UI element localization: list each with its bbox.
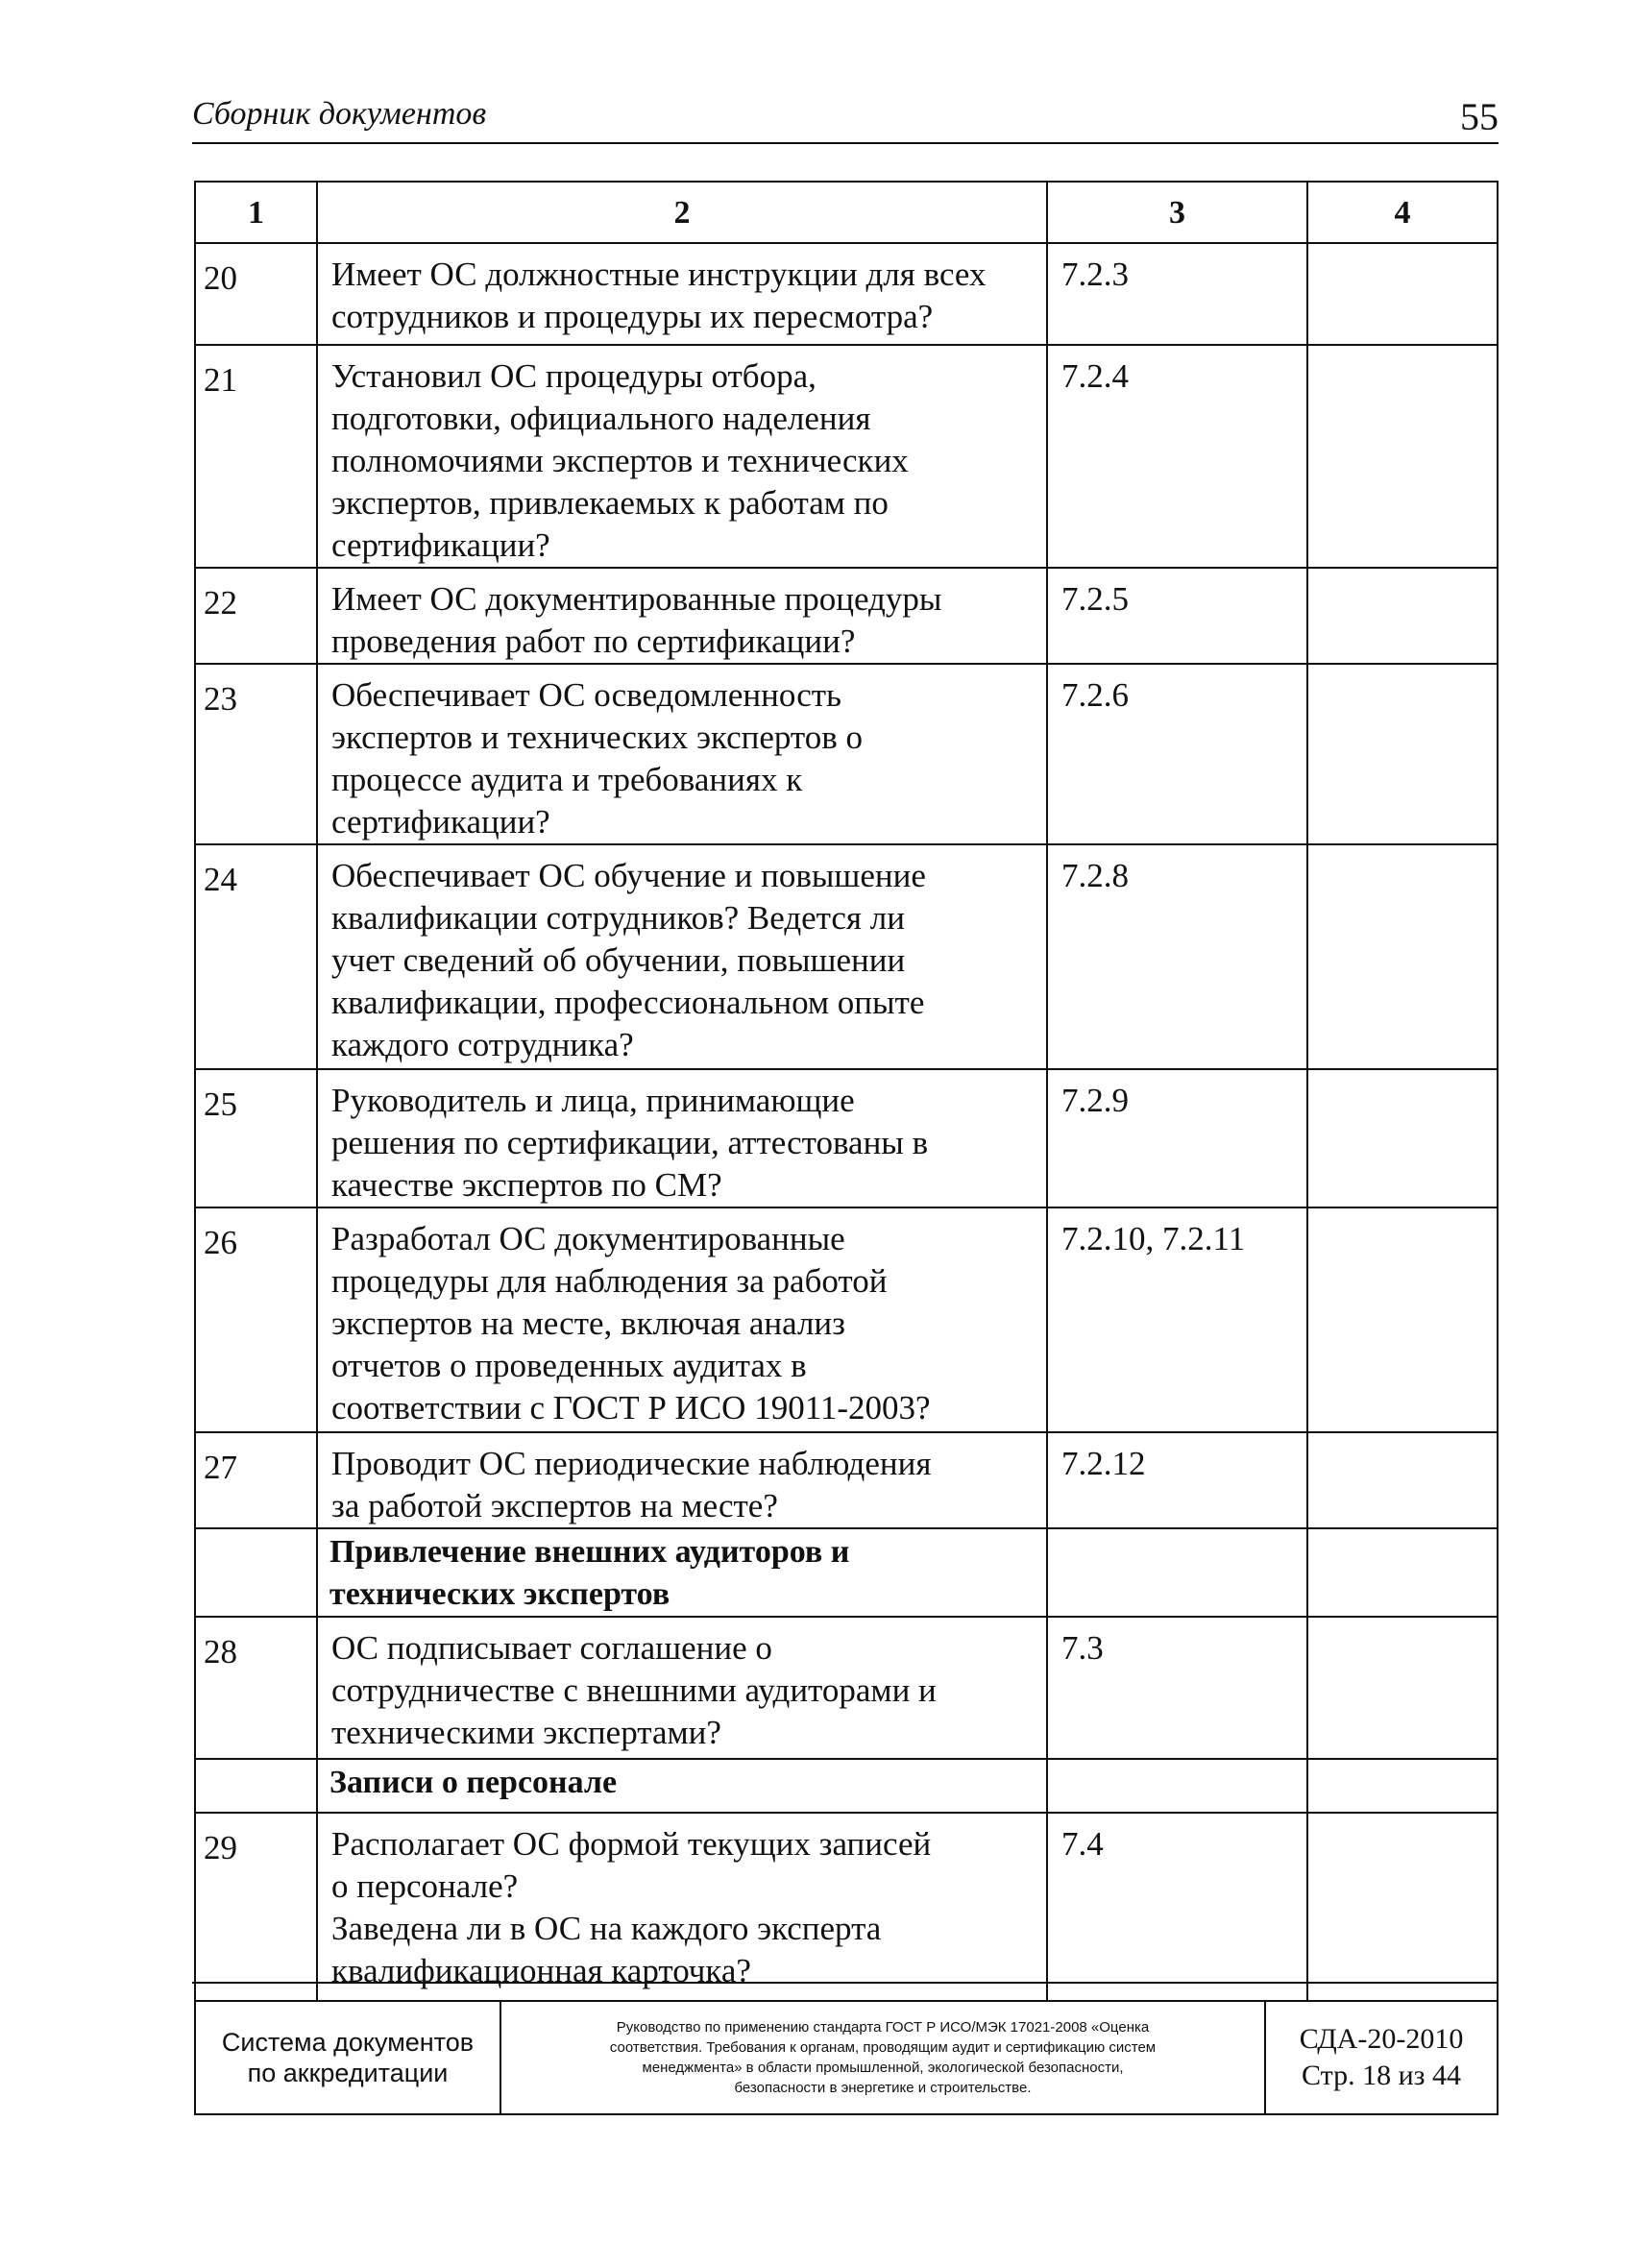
clause-reference: 7.2.10, 7.2.11: [1047, 1207, 1307, 1432]
item-number: 23: [195, 664, 317, 844]
question-text: [317, 844, 1047, 1069]
clause-reference: 7.2.8: [1047, 844, 1307, 1069]
question-line: процессе аудита и требованиях к: [331, 761, 803, 798]
notes-cell: [1307, 1069, 1498, 1207]
table-row: [195, 1432, 1498, 1528]
footer-series-cell: [195, 2001, 500, 2114]
clause-reference: 7.3: [1047, 1617, 1307, 1759]
footer-title-line: Руководство по применению стандарта ГОСТ Р ИСО/МЭК 17021-2008 «Оценка: [616, 2019, 1150, 2036]
question-line: ОС подписывает соглашение о: [331, 1629, 772, 1667]
clause-reference: 7.2.12: [1047, 1432, 1307, 1528]
question-line: Обеспечивает ОС осведомленность: [331, 676, 841, 714]
clause-reference: 7.4: [1047, 1813, 1307, 2001]
item-number: 22: [195, 568, 317, 664]
empty-cell: [1047, 1759, 1307, 1813]
item-number: 24: [195, 844, 317, 1069]
question-line: за работой экспертов на месте?: [331, 1487, 778, 1524]
bottom-rule: [192, 1982, 1499, 1984]
table-row: [195, 1069, 1498, 1207]
item-number: 25: [195, 1069, 317, 1207]
clause-reference: 7.2.3: [1047, 243, 1307, 345]
section-heading-row: [195, 1528, 1498, 1617]
question-line: сотрудников и процедуры их пересмотра?: [331, 298, 934, 335]
question-line: экспертов, привлекаемых к работам по: [331, 484, 889, 522]
item-number: 26: [195, 1207, 317, 1432]
empty-cell: [1047, 1528, 1307, 1617]
section-heading-line: технических экспертов: [329, 1576, 670, 1612]
table-row: [195, 664, 1498, 844]
table-row: [195, 1207, 1498, 1432]
notes-cell: [1307, 243, 1498, 345]
footer-title-line: соответствия. Требования к органам, проводящим аудит и сертификацию систем: [609, 2039, 1157, 2056]
item-number: 27: [195, 1432, 317, 1528]
clause-reference: 7.2.5: [1047, 568, 1307, 664]
question-text: [317, 1207, 1047, 1432]
question-line: учет сведений об обучении, повышении: [331, 941, 906, 979]
footer-code-cell: [1265, 2001, 1498, 2114]
table-header-row: [195, 182, 1498, 243]
question-line: о персонале?: [331, 1867, 519, 1905]
header-rule: [192, 142, 1499, 144]
question-line: Располагает ОС формой текущих записей: [331, 1825, 932, 1863]
footer-document-code: СДА-20-2010: [1299, 2023, 1464, 2055]
empty-cell: [195, 1528, 317, 1617]
question-line: Заведена ли в ОС на каждого эксперта: [331, 1910, 882, 1947]
question-text: [317, 243, 1047, 345]
question-line: квалификационная карточка?: [331, 1952, 751, 1989]
question-line: Руководитель и лица, принимающие: [331, 1082, 855, 1119]
notes-cell: [1307, 664, 1498, 844]
question-line: Имеет ОС документированные процедуры: [331, 580, 942, 618]
notes-cell: [1307, 1207, 1498, 1432]
question-text: [317, 345, 1047, 568]
table-row: [195, 1617, 1498, 1759]
footer-title-line: менеджмента» в области промышленной, экологической безопасности,: [642, 2060, 1124, 2076]
notes-cell: [1307, 1617, 1498, 1759]
footer-table: [194, 2000, 1499, 2115]
question-text: [317, 1617, 1047, 1759]
question-line: сотрудничестве с внешними аудиторами и: [331, 1671, 937, 1709]
question-text: [317, 1432, 1047, 1528]
clause-reference: 7.2.4: [1047, 345, 1307, 568]
notes-cell: [1307, 844, 1498, 1069]
question-line: соответствии с ГОСТ Р ИСО 19011-2003?: [331, 1389, 931, 1427]
table-body: [195, 243, 1498, 2001]
section-heading: [317, 1528, 1047, 1617]
table-row: [195, 844, 1498, 1069]
table-row: [195, 345, 1498, 568]
checklist-table: [194, 181, 1499, 2002]
question-line: Разработал ОС документированные: [331, 1220, 845, 1257]
notes-cell: [1307, 568, 1498, 664]
notes-cell: [1307, 345, 1498, 568]
question-line: подготовки, официального наделения: [331, 400, 871, 437]
question-line: качестве экспертов по СМ?: [331, 1166, 722, 1204]
column-header: 1: [195, 182, 317, 243]
column-header: 2: [317, 182, 1047, 243]
item-number: 21: [195, 345, 317, 568]
running-title: Сборник документов: [192, 96, 487, 132]
question-line: полномочиями экспертов и технических: [331, 442, 909, 479]
item-number: 29: [195, 1813, 317, 2001]
footer-title-line: безопасности в энергетике и строительстве.: [734, 2080, 1032, 2096]
footer-page-count: Стр. 18 из 44: [1302, 2060, 1461, 2091]
table-row: [195, 568, 1498, 664]
question-line: процедуры для наблюдения за работой: [331, 1262, 888, 1300]
notes-cell: [1307, 1813, 1498, 2001]
question-text: [317, 568, 1047, 664]
question-line: решения по сертификации, аттестованы в: [331, 1124, 929, 1161]
clause-reference: 7.2.9: [1047, 1069, 1307, 1207]
question-text: [317, 1813, 1047, 2001]
section-heading-line: Записи о персонале: [329, 1765, 618, 1800]
table-row: [195, 243, 1498, 345]
question-line: сертификации?: [331, 526, 550, 564]
page-number: 55: [1460, 95, 1499, 138]
question-line: Установил ОС процедуры отбора,: [331, 357, 816, 395]
question-line: Обеспечивает ОС обучение и повышение: [331, 857, 926, 894]
question-line: каждого сотрудника?: [331, 1026, 634, 1063]
notes-cell: [1307, 1432, 1498, 1528]
question-line: Проводит ОС периодические наблюдения: [331, 1445, 932, 1482]
question-line: экспертов на месте, включая анализ: [331, 1305, 845, 1342]
question-line: техническими экспертами?: [331, 1714, 721, 1751]
column-header: 3: [1047, 182, 1307, 243]
question-line: Имеет ОС должностные инструкции для всех: [331, 256, 987, 293]
section-heading-row: [195, 1759, 1498, 1813]
footer-series-line: по аккредитации: [247, 2059, 449, 2087]
table-row: [195, 1813, 1498, 2001]
clause-reference: 7.2.6: [1047, 664, 1307, 844]
footer-series-line: Система документов: [221, 2028, 475, 2057]
question-text: [317, 664, 1047, 844]
question-line: отчетов о проведенных аудитах в: [331, 1347, 807, 1384]
section-heading: [317, 1759, 1047, 1813]
empty-cell: [195, 1759, 317, 1813]
question-line: квалификации, профессиональном опыте: [331, 984, 925, 1021]
footer-document-title-cell: [500, 2001, 1265, 2114]
empty-cell: [1307, 1528, 1498, 1617]
question-line: экспертов и технических экспертов о: [331, 719, 864, 756]
question-line: сертификации?: [331, 803, 550, 841]
question-line: квалификации сотрудников? Ведется ли: [331, 899, 905, 937]
section-heading-line: Привлечение внешних аудиторов и: [329, 1534, 850, 1570]
column-header: 4: [1307, 182, 1498, 243]
question-text: [317, 1069, 1047, 1207]
empty-cell: [1307, 1759, 1498, 1813]
item-number: 20: [195, 243, 317, 345]
question-line: проведения работ по сертификации?: [331, 622, 856, 660]
item-number: 28: [195, 1617, 317, 1759]
